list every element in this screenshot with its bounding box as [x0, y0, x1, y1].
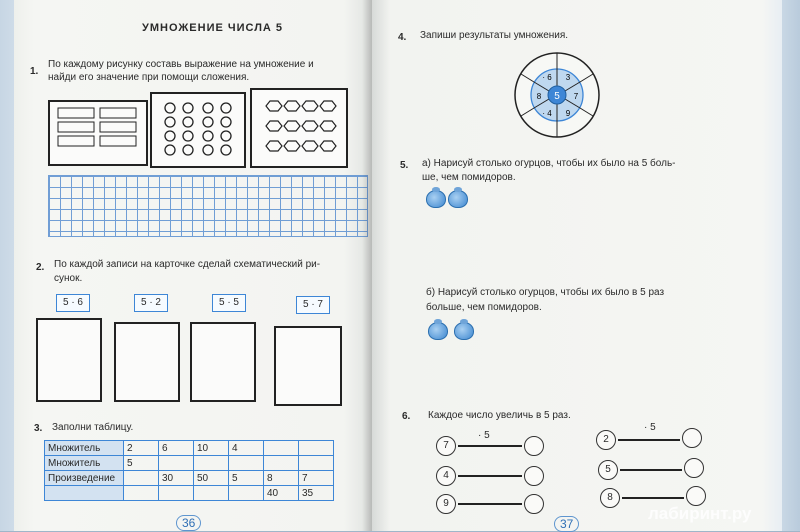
- task3-number: 3.: [34, 423, 43, 434]
- table-cell[interactable]: 5: [124, 456, 159, 471]
- hexagons-drawing: [252, 90, 346, 166]
- picture-circles: [150, 92, 246, 168]
- table-cell[interactable]: [124, 471, 159, 486]
- wheel-value: 8: [536, 92, 542, 101]
- picture-rectangles: [48, 100, 148, 166]
- wheel-center-value: 5: [554, 91, 560, 102]
- card-2: 5 · 2: [134, 294, 168, 312]
- table-cell[interactable]: [159, 456, 194, 471]
- circles-drawing: [152, 94, 244, 166]
- task1-number: 1.: [30, 66, 39, 77]
- table-cell[interactable]: 6: [159, 441, 194, 456]
- task5a-text: а) Нарисуй столько огурцов, чтобы их было на 5 боль-: [422, 158, 676, 169]
- table-row: [45, 441, 334, 456]
- input-circle: 5: [598, 460, 618, 480]
- table-cell[interactable]: [299, 456, 334, 471]
- wheel-value: 7: [573, 92, 579, 101]
- wheel-value: · 4: [542, 109, 552, 118]
- watermark: лабиринт.ру: [648, 504, 752, 523]
- row-label: Множитель: [45, 456, 124, 471]
- right-page: [372, 0, 782, 531]
- page-title: УМНОЖЕНИЕ ЧИСЛА 5: [142, 22, 284, 34]
- table-row: [45, 456, 334, 471]
- table-cell[interactable]: 4: [229, 441, 264, 456]
- table-cell[interactable]: 2: [124, 441, 159, 456]
- input-circle: 2: [596, 430, 616, 450]
- picture-hexagons: [250, 88, 348, 168]
- table-cell[interactable]: 10: [194, 441, 229, 456]
- task3-text: Заполни таблицу.: [52, 422, 134, 433]
- page-number-left: 36: [176, 515, 201, 531]
- rectangles-drawing: [50, 102, 146, 164]
- task2-text-2: сунок.: [54, 273, 83, 284]
- row-label: [45, 486, 124, 501]
- table-cell[interactable]: [264, 441, 299, 456]
- answer-circle[interactable]: [524, 494, 544, 514]
- arrow: [620, 469, 682, 471]
- table-cell[interactable]: [229, 456, 264, 471]
- table-cell[interactable]: [229, 486, 264, 501]
- arrow: [458, 503, 522, 505]
- wheel-value: · 6: [542, 73, 552, 82]
- drawing-box-4[interactable]: [274, 326, 342, 406]
- table-cell[interactable]: 5: [229, 471, 264, 486]
- arrow: [622, 497, 684, 499]
- table-cell[interactable]: 40: [264, 486, 299, 501]
- wheel-value: 9: [565, 109, 571, 118]
- table-cell[interactable]: [264, 456, 299, 471]
- multiplication-table: [44, 440, 334, 501]
- multiplication-wheel: [512, 50, 602, 140]
- card-4: 5 · 7: [296, 296, 330, 314]
- tomato-icon: [454, 322, 474, 340]
- table-row: [45, 471, 334, 486]
- table-cell[interactable]: 30: [159, 471, 194, 486]
- task1-text-2: найди его значение при помощи сложения.: [48, 72, 250, 83]
- table-cell[interactable]: 7: [299, 471, 334, 486]
- tomato-icon: [448, 190, 468, 208]
- table-cell[interactable]: [194, 486, 229, 501]
- answer-circle[interactable]: [686, 486, 706, 506]
- arrow: [458, 475, 522, 477]
- tomato-icon: [428, 322, 448, 340]
- drawing-box-2[interactable]: [114, 322, 180, 402]
- table-cell[interactable]: 50: [194, 471, 229, 486]
- input-circle: 7: [436, 436, 456, 456]
- task1-text: По каждому рисунку составь выражение на умножение и: [48, 59, 314, 70]
- table-row: [45, 486, 334, 501]
- task4-number: 4.: [398, 32, 407, 43]
- left-page: [14, 0, 372, 531]
- drawing-box-3[interactable]: [190, 322, 256, 402]
- input-circle: 8: [600, 488, 620, 508]
- task5b-text: б) Нарисуй столько огурцов, чтобы их было в 5 раз: [426, 287, 665, 298]
- answer-circle[interactable]: [524, 436, 544, 456]
- answer-grid[interactable]: [48, 175, 368, 237]
- card-1: 5 · 6: [56, 294, 90, 312]
- task5-number: 5.: [400, 160, 409, 171]
- tomato-icon: [426, 190, 446, 208]
- table-cell[interactable]: 8: [264, 471, 299, 486]
- task4-text: Запиши результаты умножения.: [420, 30, 569, 41]
- wheel-value: 3: [565, 73, 571, 82]
- answer-circle[interactable]: [682, 428, 702, 448]
- table-cell[interactable]: [159, 486, 194, 501]
- task2-text: По каждой записи на карточке сделай схематический ри-: [54, 259, 321, 270]
- table-cell[interactable]: [124, 486, 159, 501]
- arrow: [618, 439, 680, 441]
- arrow: [458, 445, 522, 447]
- task5a-text-2: ше, чем помидоров.: [422, 172, 516, 183]
- table-cell[interactable]: [194, 456, 229, 471]
- card-3: 5 · 5: [212, 294, 246, 312]
- input-circle: 4: [436, 466, 456, 486]
- task6-number: 6.: [402, 411, 411, 422]
- input-circle: 9: [436, 494, 456, 514]
- operation-label: · 5: [478, 430, 490, 441]
- row-label: Множитель: [45, 441, 124, 456]
- task2-number: 2.: [36, 262, 45, 273]
- operation-label: · 5: [644, 422, 656, 433]
- table-cell[interactable]: [299, 441, 334, 456]
- table-cell[interactable]: 35: [299, 486, 334, 501]
- task5b-text-2: больше, чем помидоров.: [426, 302, 542, 313]
- answer-circle[interactable]: [684, 458, 704, 478]
- row-label: Произведение: [45, 471, 124, 486]
- task6-text: Каждое число увеличь в 5 раз.: [428, 410, 571, 421]
- drawing-box-1[interactable]: [36, 318, 102, 402]
- page-number-right: 37: [554, 516, 579, 532]
- answer-circle[interactable]: [524, 466, 544, 486]
